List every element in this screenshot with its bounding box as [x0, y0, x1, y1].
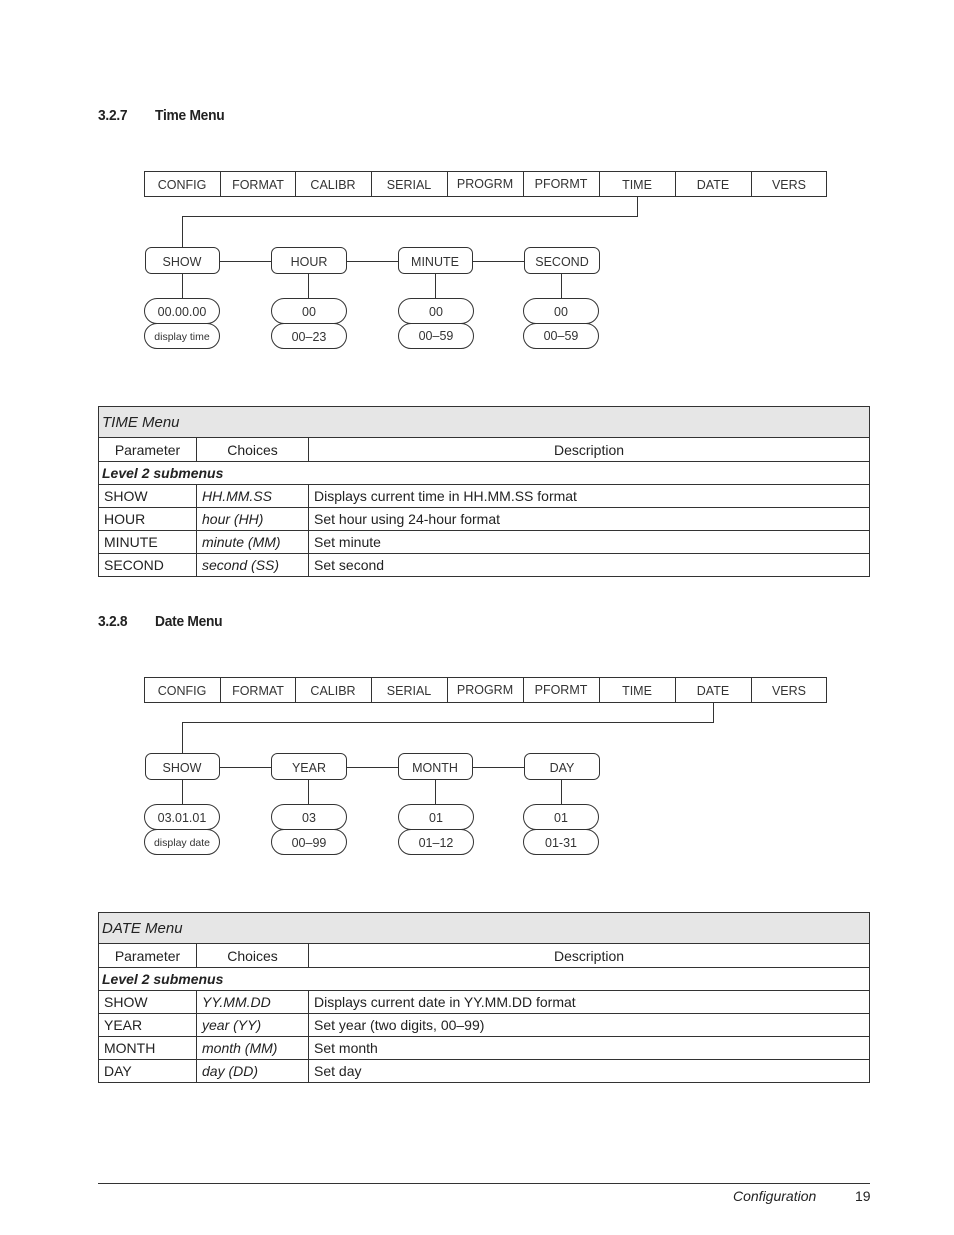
footer-section-name: Configuration	[733, 1188, 817, 1204]
table-row	[99, 1037, 870, 1060]
show-range: display time	[154, 331, 210, 343]
menu-item-serial: SERIAL	[386, 684, 432, 698]
section-heading-time	[98, 107, 224, 124]
day-range: 01-31	[545, 836, 577, 850]
section-number: 3.2.8	[98, 613, 128, 630]
menu-item-progrm: PROGRM	[456, 683, 514, 697]
column-header-choices: Choices	[197, 944, 309, 968]
menu-item-time: TIME	[622, 684, 652, 698]
minute-range: 00–59	[418, 329, 454, 343]
menu-item-vers: VERS	[771, 178, 807, 192]
choices-cell: HH.MM.SS	[197, 485, 309, 508]
param-cell: YEAR	[99, 1014, 197, 1037]
section-title: Time Menu	[155, 107, 225, 124]
table-row	[99, 1060, 870, 1083]
description-cell: Displays current date in YY.MM.DD format	[309, 991, 870, 1014]
choices-cell: month (MM)	[197, 1037, 309, 1060]
choices-cell: day (DD)	[197, 1060, 309, 1083]
minute-default-value: 00	[429, 305, 443, 319]
param-cell: SHOW	[99, 991, 197, 1014]
description-cell: Displays current time in HH.MM.SS format	[309, 485, 870, 508]
table-row	[99, 991, 870, 1014]
table-row	[99, 531, 870, 554]
column-header-parameter: Parameter	[99, 944, 197, 968]
menu-item-config: CONFIG	[157, 684, 207, 698]
menu-item-pformt: PFORMT	[534, 683, 588, 697]
column-header-choices: Choices	[197, 438, 309, 462]
column-header-description: Description	[309, 438, 870, 462]
table-title: TIME Menu	[99, 407, 870, 438]
param-cell: SHOW	[99, 485, 197, 508]
year-default-value: 03	[302, 811, 316, 825]
menu-item-time: TIME	[622, 178, 652, 192]
month-default-value: 01	[429, 811, 443, 825]
menu-item-serial: SERIAL	[386, 178, 432, 192]
month-range: 01–12	[418, 836, 454, 850]
day-default-value: 01	[554, 811, 568, 825]
footer-divider	[98, 1183, 870, 1184]
show-default-value: 03.01.01	[157, 811, 207, 825]
time-menu-table	[98, 406, 870, 577]
submenu-month-label: MONTH	[412, 761, 458, 775]
level-label: Level 2 submenus	[99, 968, 870, 991]
description-cell: Set minute	[309, 531, 870, 554]
menu-item-progrm: PROGRM	[456, 177, 514, 191]
column-header-parameter: Parameter	[99, 438, 197, 462]
description-cell: Set year (two digits, 00–99)	[309, 1014, 870, 1037]
menu-item-calibr: CALIBR	[310, 178, 356, 192]
table-row	[99, 485, 870, 508]
date-menu-diagram	[0, 666, 954, 866]
menu-item-config: CONFIG	[157, 178, 207, 192]
column-header-description: Description	[309, 944, 870, 968]
date-menu-table	[98, 912, 870, 1083]
param-cell: MINUTE	[99, 531, 197, 554]
submenu-day-label: DAY	[549, 761, 575, 775]
description-cell: Set day	[309, 1060, 870, 1083]
submenu-minute-label: MINUTE	[411, 255, 459, 269]
submenu-second-label: SECOND	[535, 255, 589, 269]
param-cell: MONTH	[99, 1037, 197, 1060]
menu-item-format: FORMAT	[232, 684, 284, 698]
section-title: Date Menu	[155, 613, 223, 630]
param-cell: HOUR	[99, 508, 197, 531]
second-default-value: 00	[554, 305, 568, 319]
menu-item-vers: VERS	[771, 684, 807, 698]
table-row	[99, 554, 870, 577]
hour-range: 00–23	[291, 330, 327, 344]
second-range: 00–59	[543, 329, 579, 343]
description-cell: Set second	[309, 554, 870, 577]
table-row	[99, 1014, 870, 1037]
show-default-value: 00.00.00	[157, 305, 207, 319]
choices-cell: hour (HH)	[197, 508, 309, 531]
menu-item-calibr: CALIBR	[310, 684, 356, 698]
param-cell: SECOND	[99, 554, 197, 577]
menu-item-format: FORMAT	[232, 178, 284, 192]
section-number: 3.2.7	[98, 107, 128, 124]
submenu-year-label: YEAR	[291, 761, 327, 775]
section-heading-date	[98, 613, 222, 630]
page-number: 19	[855, 1188, 871, 1204]
submenu-show-label: SHOW	[162, 255, 202, 269]
hour-default-value: 00	[302, 305, 316, 319]
choices-cell: minute (MM)	[197, 531, 309, 554]
submenu-hour-label: HOUR	[290, 255, 328, 269]
choices-cell: year (YY)	[197, 1014, 309, 1037]
time-menu-diagram	[0, 160, 954, 360]
level-label: Level 2 submenus	[99, 462, 870, 485]
choices-cell: second (SS)	[197, 554, 309, 577]
table-title: DATE Menu	[99, 913, 870, 944]
show-range: display date	[153, 837, 211, 849]
description-cell: Set month	[309, 1037, 870, 1060]
menu-item-date: DATE	[696, 178, 730, 192]
year-range: 00–99	[291, 836, 327, 850]
menu-item-date: DATE	[696, 684, 730, 698]
submenu-show-label: SHOW	[162, 761, 202, 775]
param-cell: DAY	[99, 1060, 197, 1083]
choices-cell: YY.MM.DD	[197, 991, 309, 1014]
table-row	[99, 508, 870, 531]
description-cell: Set hour using 24-hour format	[309, 508, 870, 531]
menu-item-pformt: PFORMT	[534, 177, 588, 191]
